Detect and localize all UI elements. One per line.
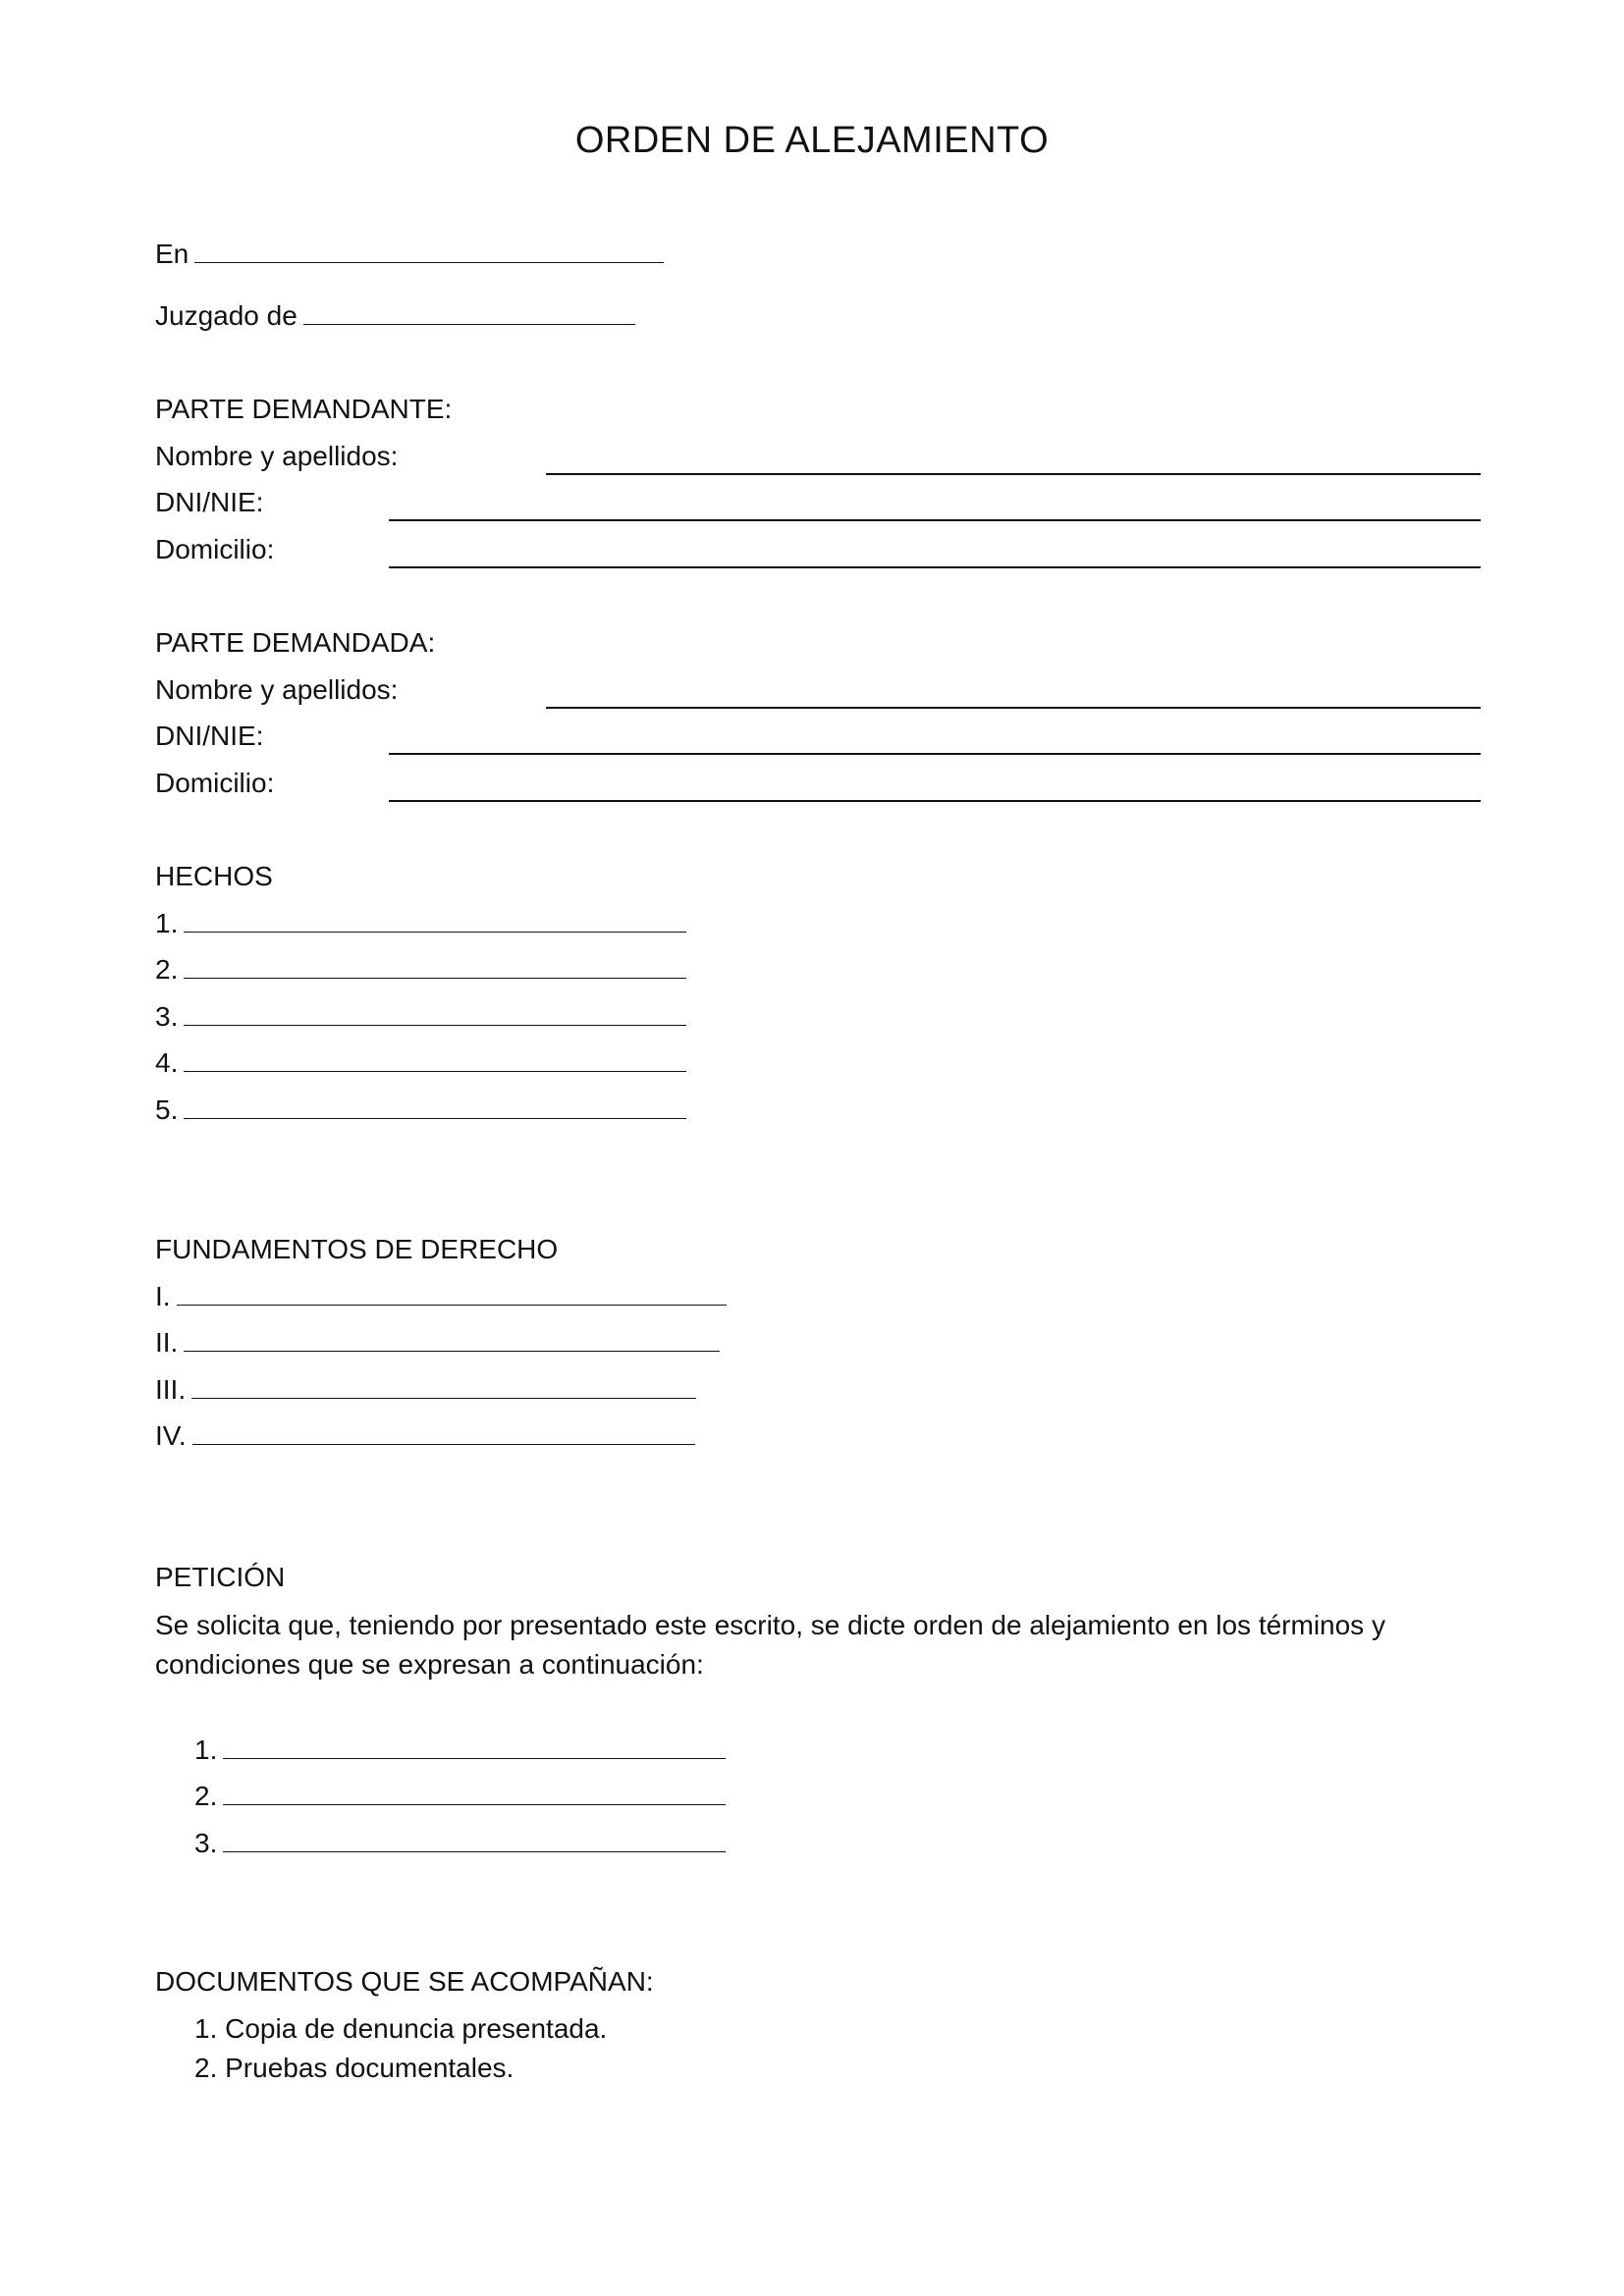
peticion-item-number: 1.	[194, 1735, 218, 1765]
fundamentos-item-number: III.	[155, 1374, 187, 1405]
demandante-name-line[interactable]	[546, 473, 1481, 475]
demandante-name-label: Nombre y apellidos:	[155, 441, 399, 471]
demandada-name-label: Nombre y apellidos:	[155, 674, 399, 705]
peticion-item-blank[interactable]	[223, 1828, 726, 1852]
demandante-heading: PARTE DEMANDANTE:	[155, 394, 453, 424]
fundamentos-item-blank[interactable]	[192, 1420, 695, 1445]
demandante-dni-line[interactable]	[389, 519, 1481, 521]
en-label: En	[155, 239, 189, 269]
documentos-item: 2. Pruebas documentales.	[194, 2053, 514, 2083]
hechos-item-blank[interactable]	[184, 954, 686, 979]
demandante-domicilio-line[interactable]	[389, 566, 1481, 568]
documentos-heading: DOCUMENTOS QUE SE ACOMPAÑAN:	[155, 1966, 654, 1997]
fundamentos-item-number: II.	[155, 1327, 179, 1358]
fundamentos-item	[155, 1373, 696, 1407]
demandante-dni-label: DNI/NIE:	[155, 487, 264, 517]
peticion-item-blank[interactable]	[223, 1781, 726, 1805]
hechos-item-number: 2.	[155, 954, 179, 985]
peticion-item-number: 3.	[194, 1828, 218, 1858]
peticion-item-blank[interactable]	[223, 1735, 726, 1759]
peticion-item	[194, 1827, 726, 1860]
hechos-item-number: 5.	[155, 1095, 179, 1125]
demandada-dni-line[interactable]	[389, 753, 1481, 755]
peticion-item-number: 2.	[194, 1781, 218, 1811]
hechos-item	[155, 1094, 686, 1127]
juzgado-blank[interactable]	[303, 300, 635, 325]
demandada-domicilio-line[interactable]	[389, 800, 1481, 802]
peticion-text: Se solicita que, teniendo por presentado este escrito, se dicte orden de alejamiento en los términos y condiciones que se expresan a continuación:	[155, 1610, 1385, 1680]
hechos-item-blank[interactable]	[184, 1095, 686, 1119]
en-field	[155, 238, 664, 271]
juzgado-field	[155, 299, 635, 333]
demandada-name-line[interactable]	[546, 707, 1481, 709]
en-blank[interactable]	[194, 239, 664, 263]
demandada-dni-label: DNI/NIE:	[155, 721, 264, 751]
hechos-item-blank[interactable]	[184, 908, 686, 933]
hechos-heading: HECHOS	[155, 861, 273, 891]
fundamentos-item-blank[interactable]	[191, 1374, 696, 1399]
demandada-heading: PARTE DEMANDADA:	[155, 627, 436, 658]
hechos-item-number: 3.	[155, 1001, 179, 1032]
hechos-item-number: 4.	[155, 1047, 179, 1078]
hechos-item	[155, 1046, 686, 1080]
hechos-item-blank[interactable]	[184, 1001, 686, 1026]
peticion-item	[194, 1780, 726, 1813]
fundamentos-item	[155, 1326, 720, 1360]
fundamentos-item	[155, 1280, 727, 1313]
demandante-domicilio-label: Domicilio:	[155, 534, 275, 564]
peticion-heading: PETICIÓN	[155, 1562, 286, 1592]
fundamentos-item-number: IV.	[155, 1420, 187, 1451]
hechos-item-number: 1.	[155, 908, 179, 938]
hechos-item	[155, 1000, 686, 1034]
fundamentos-item-blank[interactable]	[177, 1281, 727, 1306]
peticion-item	[194, 1734, 726, 1767]
fundamentos-item	[155, 1419, 695, 1453]
fundamentos-item-blank[interactable]	[184, 1327, 720, 1352]
fundamentos-heading: FUNDAMENTOS DE DERECHO	[155, 1234, 559, 1264]
hechos-item	[155, 907, 686, 940]
fundamentos-item-number: I.	[155, 1281, 171, 1311]
hechos-item	[155, 953, 686, 987]
documentos-item: 1. Copia de denuncia presentada.	[194, 2013, 608, 2044]
hechos-item-blank[interactable]	[184, 1047, 686, 1072]
juzgado-label: Juzgado de	[155, 300, 298, 331]
document-title: ORDEN DE ALEJAMIENTO	[574, 120, 1050, 161]
demandada-domicilio-label: Domicilio:	[155, 768, 275, 798]
